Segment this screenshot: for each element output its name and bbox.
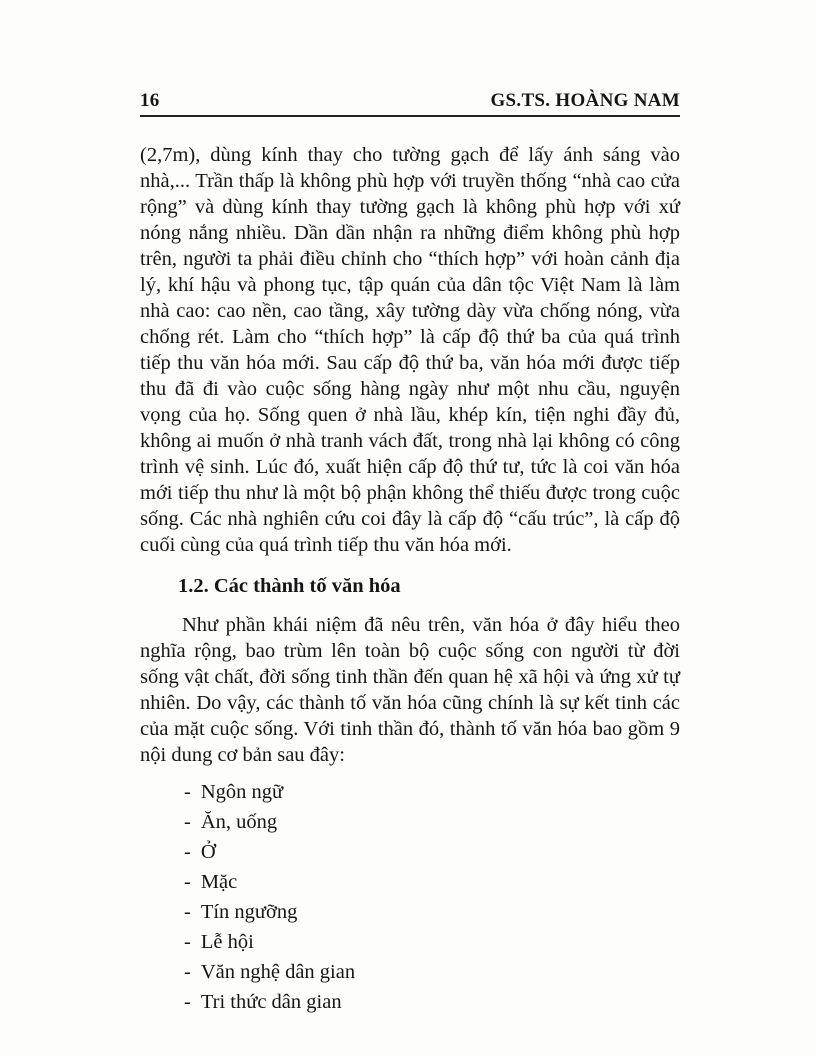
list-item bbox=[184, 897, 680, 927]
dash-bullet: - bbox=[184, 811, 191, 833]
dash-bullet: - bbox=[184, 931, 191, 953]
list-item-text: Văn nghệ dân gian bbox=[200, 961, 356, 983]
running-head-author: GS.TS. HOÀNG NAM bbox=[490, 90, 680, 111]
section-heading: 1.2. Các thành tố văn hóa bbox=[178, 575, 401, 597]
list-item bbox=[184, 987, 680, 1017]
dash-bullet: - bbox=[184, 871, 191, 893]
list-item bbox=[184, 837, 680, 867]
dash-bullet: - bbox=[184, 781, 191, 803]
list-item-text: Ăn, uống bbox=[200, 811, 278, 833]
page-body bbox=[140, 142, 680, 1017]
dash-bullet: - bbox=[184, 961, 191, 983]
list-item bbox=[184, 957, 680, 987]
list-item-text: Ở bbox=[200, 841, 216, 863]
list-item bbox=[184, 777, 680, 807]
dash-bullet: - bbox=[184, 901, 191, 923]
dash-bullet: - bbox=[184, 991, 191, 1013]
list-item-text: Tín ngưỡng bbox=[200, 901, 298, 923]
dash-bullet: - bbox=[184, 841, 191, 863]
list-item bbox=[184, 807, 680, 837]
list-item-text: Mặc bbox=[200, 871, 238, 893]
list-item-text: Ngôn ngữ bbox=[200, 781, 284, 803]
list-item-text: Lễ hội bbox=[200, 931, 254, 953]
paragraph-continuation: (2,7m), dùng kính thay cho tường gạch để lấy ánh sáng vào nhà,... Trần thấp là không phù hợp với truyền thống “nhà cao cửa rộng” và dùng kính thay tường gạch là không phù hợp với xứ nóng nắng nhiều. Dần dần nhận ra những điểm không phù hợp trên, người ta phải điều chỉnh cho “thích hợp” với hoàn cảnh địa lý, khí hậu và phong tục, tập quán của dân tộc Việt Nam là làm nhà cao: cao nền, cao tầng, xây tường dày vừa chống nóng, vừa chống rét. Làm cho “thích hợp” là cấp độ thứ ba của quá trình tiếp thu văn hóa mới. Sau cấp độ thứ ba, văn hóa mới được tiếp thu đã đi vào cuộc sống hàng ngày như một nhu cầu, nguyện vọng của họ. Sống quen ở nhà lầu, khép kín, tiện nghi đầy đủ, không ai muốn ở nhà tranh vách đất, trong nhà lại không có công trình vệ sinh. Lúc đó, xuất hiện cấp độ thứ tư, tức là coi văn hóa mới tiếp thu như là một bộ phận không thể thiếu được trong cuộc sống. Các nhà nghiên cứu coi đây là cấp độ “cấu trúc”, là cấp độ cuối cùng của quá trình tiếp thu văn hóa mới. bbox=[140, 144, 680, 556]
culture-components-list bbox=[140, 777, 680, 1017]
list-item bbox=[184, 867, 680, 897]
paragraph-intro: Như phần khái niệm đã nêu trên, văn hóa ở đây hiểu theo nghĩa rộng, bao trùm lên toàn bộ cuộc sống con người từ đời sống vật chất, đời sống tinh thần đến quan hệ xã hội và ứng xử tự nhiên. Do vậy, các thành tố văn hóa cũng chính là sự kết tinh các của mặt cuộc sống. Với tinh thần đó, thành tố văn hóa bao gồm 9 nội dung cơ bản sau đây: bbox=[140, 614, 680, 766]
page-number: 16 bbox=[140, 90, 160, 111]
page-header bbox=[140, 90, 680, 117]
list-item-text: Tri thức dân gian bbox=[200, 991, 342, 1013]
list-item bbox=[184, 927, 680, 957]
